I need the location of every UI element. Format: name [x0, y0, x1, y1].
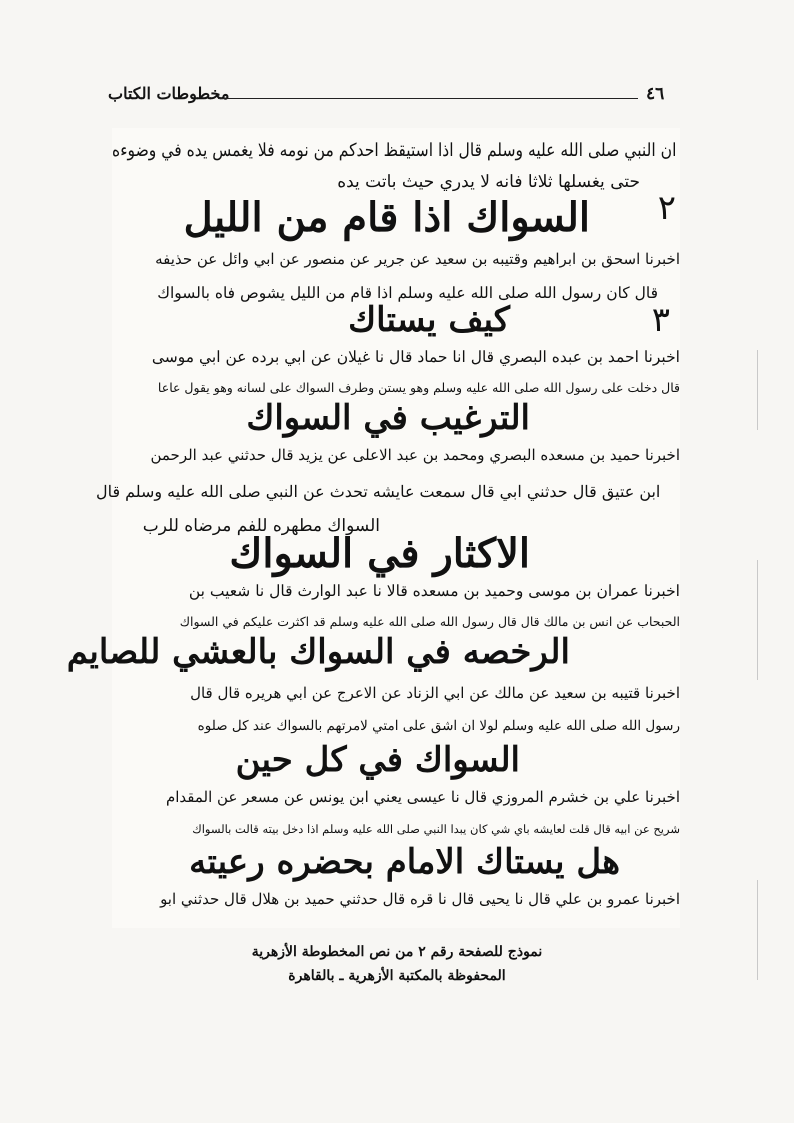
manuscript-line: قال دخلت على رسول الله صلى الله عليه وسلم وهو يستن وطرف السواك على لسانه وهو يقول عاعا: [157, 380, 680, 395]
chapter-heading: الاكثار في السواك: [229, 530, 530, 577]
page-number: ٤٦: [646, 84, 665, 104]
manuscript-line: ان النبي صلى الله عليه وسلم قال اذا استيقظ احدكم من نومه فلا يغمس يده في وضوءه: [111, 140, 676, 161]
figure-caption-line-2: المحفوظة بالمكتبة الأزهرية ـ بالقاهرة: [288, 968, 506, 984]
header-rule: [218, 98, 638, 99]
chapter-heading: الرخصه في السواك بالعشي للصايم: [66, 632, 570, 672]
chapter-heading: هل يستاك الامام بحضره رعيته: [189, 842, 620, 882]
chapter-heading: الترغيب في السواك: [246, 398, 530, 438]
chapter-heading: كيف يستاك: [348, 300, 510, 340]
manuscript-line: اخبرنا علي بن خشرم المروزي قال نا عيسى يعني ابن يونس عن مسعر عن المقدام: [165, 788, 680, 806]
running-header-title: مخطوطات الكتاب: [108, 84, 230, 103]
manuscript-line: شريح عن ابيه قال قلت لعايشه باي شي كان يبدا النبي صلى الله عليه وسلم اذا دخل بيته قالت بالسواك: [192, 822, 680, 836]
manuscript-line: ابن عتيق قال حدثني ابي قال سمعت عايشه تحدث عن النبي صلى الله عليه وسلم قال: [95, 482, 660, 501]
marginal-number: ٢: [657, 188, 676, 228]
manuscript-line: اخبرنا حميد بن مسعده البصري ومحمد بن عبد الاعلى عن يزيد قال حدثني عبد الرحمن: [150, 446, 680, 464]
margin-mark: [757, 880, 758, 980]
manuscript-line: اخبرنا قتيبه بن سعيد عن مالك عن ابي الزناد عن الاعرج عن ابي هريره قال قال: [190, 684, 680, 702]
manuscript-line: الحبحاب عن انس بن مالك قال قال رسول الله صلى الله عليه وسلم قد اكثرت عليكم في السواك: [179, 614, 680, 629]
figure-caption-line-1: نموذج للصفحة رقم ٢ من نص المخطوطة الأزهرية: [251, 944, 543, 960]
manuscript-line: حتى يغسلها ثلاثا فانه لا يدري حيث باتت يده: [337, 172, 640, 192]
manuscript-line: السواك مطهره للفم مرضاه للرب: [142, 516, 380, 536]
manuscript-line: قال كان رسول الله صلى الله عليه وسلم اذا قام من الليل يشوص فاه بالسواك: [157, 284, 658, 302]
manuscript-facsimile: [66, 128, 680, 928]
chapter-heading: السواك في كل حين: [235, 740, 520, 780]
manuscript-line: اخبرنا احمد بن عبده البصري قال انا حماد قال نا غيلان عن ابي برده عن ابي موسى: [151, 348, 680, 366]
manuscript-line: اخبرنا عمرو بن علي قال نا يحيى قال نا قره قال حدثني حميد بن هلال قال حدثني ابو: [160, 890, 680, 908]
margin-mark: [757, 350, 758, 430]
margin-mark: [757, 560, 758, 680]
manuscript-line: اخبرنا عمران بن موسى وحميد بن مسعده قالا نا عبد الوارث قال نا شعيب بن: [188, 582, 680, 600]
manuscript-line: اخبرنا اسحق بن ابراهيم وقتيبه بن سعيد عن جرير عن منصور عن ابي وائل عن حذيفه: [155, 250, 680, 268]
manuscript-line: رسول الله صلى الله عليه وسلم لولا ان اشق على امتي لامرتهم بالسواك عند كل صلوه: [197, 718, 680, 734]
chapter-heading: السواك اذا قام من الليل: [183, 194, 590, 241]
marginal-number: ٣: [651, 300, 670, 340]
